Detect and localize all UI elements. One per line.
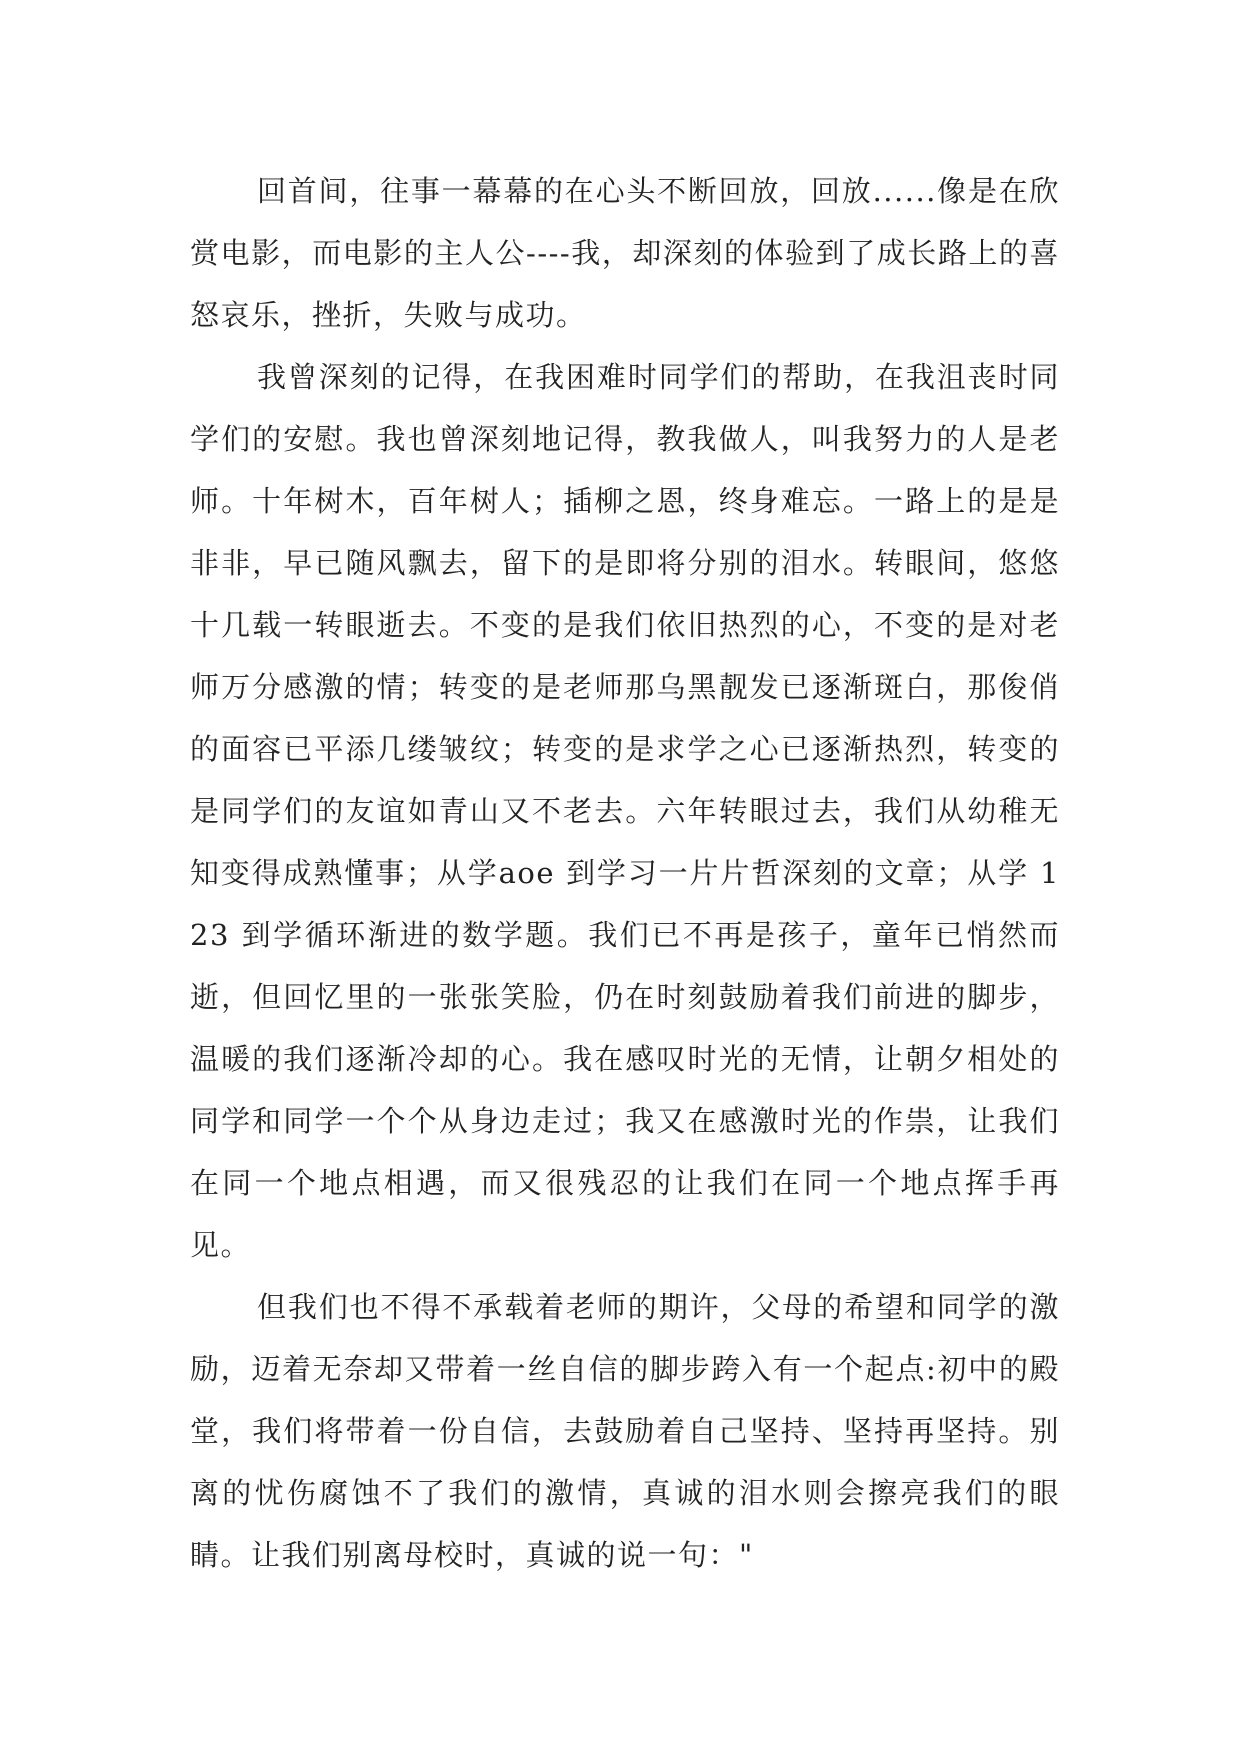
- paragraph-2: 我曾深刻的记得，在我困难时同学们的帮助，在我沮丧时同学们的安慰。我也曾深刻地记得，教我做人，叫我努力的人是老师。十年树木，百年树人；插柳之恩，终身难忘。一路上的是是非非，早已随风飘去，留下的是即将分别的泪水。转眼间，悠悠十几载一转眼逝去。不变的是我们依旧热烈的心，不变的是对老师万分感激的情；转变的是老师那乌黑靓发已逐渐斑白，那俊俏的面容已平添几缕皱纹；转变的是求学之心已逐渐热烈，转变的是同学们的友谊如青山又不老去。六年转眼过去，我们从幼稚无知变得成熟懂事；从学aoe 到学习一片片哲深刻的文章；从学 123 到学循环渐进的数学题。我们已不再是孩子，童年已悄然而逝，但回忆里的一张张笑脸，仍在时刻鼓励着我们前进的脚步，温暖的我们逐渐冷却的心。我在感叹时光的无情，让朝夕相处的同学和同学一个个从身边走过；我又在感激时光的作祟，让我们在同一个地点相遇，而又很残忍的让我们在同一个地点挥手再见。: [190, 360, 1060, 1262]
- paragraph-3: 但我们也不得不承载着老师的期许，父母的希望和同学的激励，迈着无奈却又带着一丝自信的脚步跨入有一个起点:初中的殿堂，我们将带着一份自信，去鼓励着自己坚持、坚持再坚持。别离的忧伤腐蚀不了我们的激情，真诚的泪水则会擦亮我们的眼睛。让我们别离母校时，真诚的说一句：": [190, 1290, 1060, 1572]
- paragraph-1: 回首间，往事一幕幕的在心头不断回放，回放......像是在欣赏电影，而电影的主人公----我，却深刻的体验到了成长路上的喜怒哀乐，挫折，失败与成功。: [190, 174, 1060, 332]
- document-body: [190, 160, 1060, 1586]
